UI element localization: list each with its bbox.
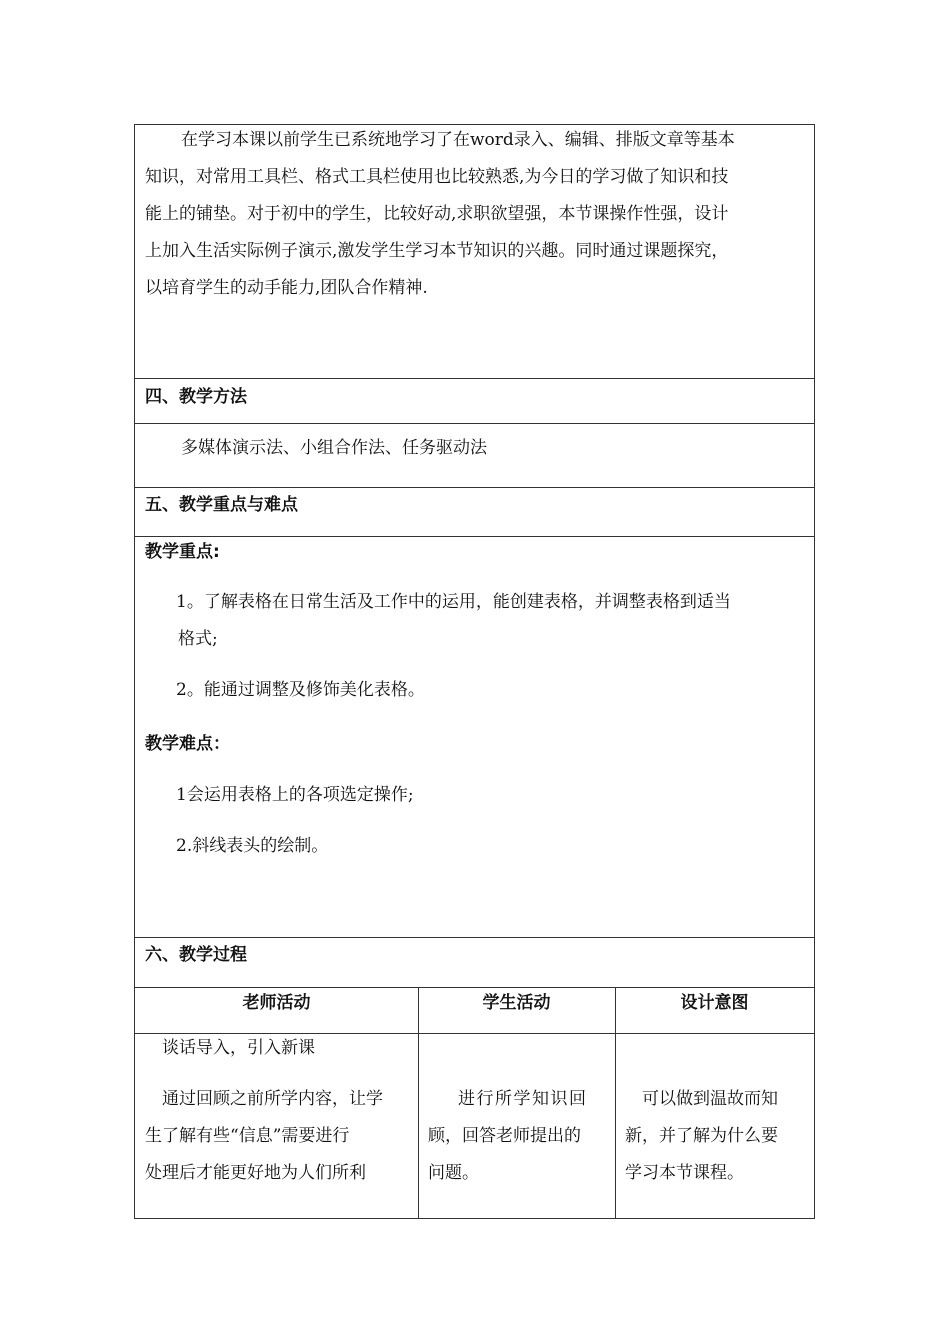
section4-heading: 四、教学方法 (145, 387, 247, 407)
section4-heading-row (135, 379, 814, 424)
lesson-plan-table (134, 124, 815, 1219)
teacher-activity-line: 生了解有些“信息”需要进行 (145, 1126, 350, 1146)
difficulty-label: 教学难点： (145, 734, 230, 754)
teacher-activity-title: 谈话导入，引入新课 (162, 1038, 315, 1058)
column-divider (615, 1034, 616, 1218)
column-header-student: 学生活动 (482, 993, 551, 1013)
intro-line: 能上的铺垫。对于初中的学生，比较好动,求职欲望强，本节课操作性强，设计 (145, 204, 729, 224)
key-point-item: 格式; (178, 629, 218, 649)
difficulty-item: 2.斜线表头的绘制。 (176, 836, 329, 856)
design-intent-line: 可以做到温故而知 (642, 1089, 778, 1109)
teacher-activity-line: 处理后才能更好地为人们所利 (145, 1163, 366, 1183)
difficulty-item: 1会运用表格上的各项选定操作; (176, 785, 414, 805)
process-header-row (135, 988, 814, 1034)
student-activity-line: 顾，回答老师提出的 (428, 1126, 581, 1146)
column-header-design: 设计意图 (680, 993, 749, 1013)
design-intent-line: 新，并了解为什么要 (625, 1126, 778, 1146)
section5-content-row (135, 537, 814, 938)
key-point-item: 2。能通过调整及修饰美化表格。 (176, 680, 425, 700)
section6-heading-row (135, 938, 814, 988)
design-intent-line: 学习本节课程。 (625, 1163, 744, 1183)
student-activity-line: 进行所学知识回 (458, 1089, 588, 1109)
section4-content-row (135, 424, 814, 488)
section5-heading: 五、教学重点与难点 (145, 495, 298, 515)
intro-line: 上加入生活实际例子演示,激发学生学习本节知识的兴趣。同时通过课题探究， (145, 241, 729, 261)
section4-content: 多媒体演示法、小组合作法、任务驱动法 (181, 438, 487, 458)
section5-heading-row (135, 488, 814, 537)
column-divider (418, 1034, 419, 1218)
section6-heading: 六、教学过程 (145, 945, 247, 965)
intro-line: 以培育学生的动手能力,团队合作精神. (145, 278, 428, 298)
intro-row (135, 125, 814, 379)
teacher-activity-line: 通过回顾之前所学内容，让学 (162, 1089, 383, 1109)
column-header-teacher: 老师活动 (242, 993, 311, 1013)
intro-line: 在学习本课以前学生已系统地学习了在word录入、编辑、排版文章等基本 (181, 130, 735, 150)
key-point-item: 1。了解表格在日常生活及工作中的运用，能创建表格，并调整表格到适当 (176, 592, 731, 612)
intro-line: 知识，对常用工具栏、格式工具栏使用也比较熟悉,为今日的学习做了知识和技 (145, 167, 729, 187)
process-row (135, 1034, 814, 1218)
student-activity-line: 问题。 (428, 1163, 479, 1183)
key-points-label: 教学重点: (145, 542, 220, 562)
